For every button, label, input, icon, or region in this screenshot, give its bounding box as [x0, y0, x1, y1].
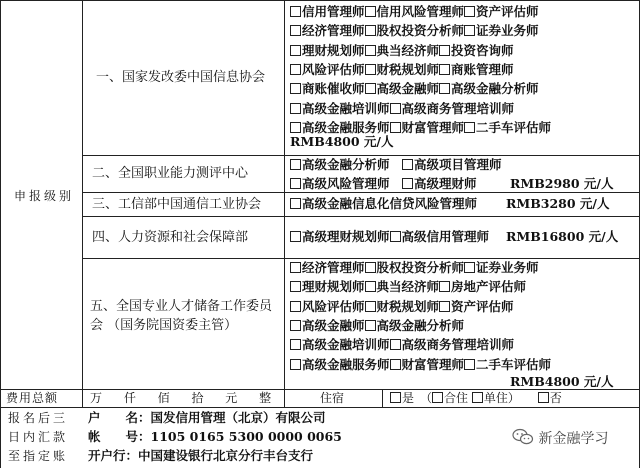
account-name-row — [88, 412, 326, 425]
org-4-name: 四、人力资源和社会保障部 — [92, 230, 249, 245]
option-label: 高级理财师 — [414, 176, 477, 191]
watermark-text: 新金融学习 — [538, 431, 609, 447]
price-label: RMB4800 元/人 — [290, 134, 394, 149]
wechat-icon — [512, 428, 534, 449]
fee-amount-text: 万 仟 佰 拾 元 整 — [90, 391, 281, 405]
option-checkbox[interactable] — [290, 64, 301, 75]
option-checkbox[interactable] — [402, 159, 413, 170]
option-label: 高级金融培训师 — [302, 100, 390, 116]
stay-label: 住宿 — [320, 391, 345, 405]
price-label: RMB16800 元/人 — [506, 229, 619, 244]
option-checkbox[interactable] — [439, 281, 450, 292]
border-top — [0, 0, 640, 1]
option-row — [290, 356, 552, 372]
account-no-row — [88, 431, 342, 444]
option-label: 高级风险管理师 — [302, 176, 390, 191]
stay-no-label: 否 — [549, 391, 562, 405]
option-label: 风险评估师 — [302, 298, 365, 314]
option-label: 证券业务师 — [476, 23, 539, 39]
option-checkbox[interactable] — [439, 45, 450, 56]
watermark — [512, 428, 608, 449]
stay-no-checkbox[interactable] — [538, 392, 549, 403]
stay-yes-checkbox[interactable] — [390, 392, 401, 403]
option-label: 经济管理师 — [302, 23, 365, 39]
option-checkbox[interactable] — [290, 359, 301, 370]
option-label: 证券业务师 — [476, 260, 539, 275]
option-checkbox[interactable] — [464, 6, 475, 17]
option-label: 投资咨询师 — [451, 42, 514, 58]
option-label: 高级项目管理师 — [414, 157, 502, 172]
option-label: 高级金融分析师 — [451, 81, 539, 97]
option-checkbox[interactable] — [290, 178, 301, 189]
account-name-value[interactable]: 国发信用管理（北京）有限公司 — [150, 410, 326, 425]
option-checkbox[interactable] — [439, 83, 450, 94]
stay-options: 是 （ 合住 单住） 否 — [390, 392, 562, 404]
row-divider-5 — [0, 389, 640, 390]
option-checkbox[interactable] — [290, 231, 301, 242]
price-label: RMB2980 元/人 — [510, 176, 614, 191]
stay-shared-checkbox[interactable] — [432, 392, 443, 403]
option-label: 财税规划师 — [376, 61, 440, 77]
option-row — [290, 25, 539, 38]
price-label: RMB4800 元/人 — [510, 374, 614, 389]
option-checkbox[interactable] — [365, 83, 376, 94]
option-row — [290, 198, 477, 211]
option-label: 高级金融分析师 — [376, 317, 465, 333]
option-label: 二手车评估师 — [476, 356, 552, 372]
option-checkbox[interactable] — [290, 25, 301, 36]
option-label: 财富管理师 — [401, 119, 465, 135]
option-checkbox[interactable] — [290, 83, 301, 94]
option-row — [290, 298, 514, 314]
option-checkbox[interactable] — [464, 359, 475, 370]
option-label: 财税规划师 — [376, 298, 440, 314]
option-checkbox[interactable] — [365, 6, 376, 17]
option-checkbox[interactable] — [290, 6, 301, 17]
col-divider-1 — [82, 0, 83, 407]
option-checkbox[interactable] — [365, 25, 376, 36]
option-checkbox[interactable] — [365, 320, 376, 331]
option-label: 商账管理师 — [451, 61, 514, 77]
option-checkbox[interactable] — [290, 320, 301, 331]
row-divider-4 — [82, 258, 640, 259]
bank-name-value[interactable]: 中国建设银行北京分行丰台支行 — [138, 448, 314, 463]
option-checkbox[interactable] — [290, 281, 301, 292]
fee-col-divider — [284, 389, 285, 407]
bank-label-line3: 至指定账 — [8, 449, 69, 463]
option-row — [290, 61, 514, 77]
price-label: RMB3280 元/人 — [506, 196, 610, 211]
option-label: 信用管理师 — [302, 4, 365, 19]
option-label: 经济管理师 — [302, 260, 365, 275]
org-5-name-line2: 会 （国务院国资委主管） — [90, 318, 238, 333]
option-label: 高级商务管理培训师 — [401, 100, 515, 116]
option-checkbox[interactable] — [365, 45, 376, 56]
org-2-name: 二、全国职业能力测评中心 — [92, 166, 249, 181]
account-no-label: 帐 号： — [88, 429, 151, 444]
option-checkbox[interactable] — [439, 301, 450, 312]
option-row — [290, 262, 539, 275]
option-label: 高级金融信息化信贷风险管理师 — [302, 196, 478, 211]
option-label: 财富管理师 — [401, 356, 465, 372]
option-label: 二手车评估师 — [476, 119, 552, 135]
option-label: 资产评估师 — [451, 298, 514, 314]
option-label: 风险评估师 — [302, 61, 365, 77]
option-label: 理财规划师 — [302, 279, 365, 295]
option-label: 股权投资分析师 — [376, 23, 465, 39]
option-row — [290, 281, 526, 294]
option-row — [290, 159, 502, 172]
row-divider-1 — [82, 155, 640, 156]
bank-label: 开户行： — [88, 448, 139, 463]
fee-col-divider-2 — [382, 389, 383, 407]
option-row — [290, 178, 477, 191]
level-label: 申报级别 — [14, 189, 75, 203]
option-label: 高级金融培训师 — [302, 337, 390, 353]
option-checkbox[interactable] — [464, 262, 475, 273]
stay-single-checkbox[interactable] — [472, 392, 483, 403]
option-checkbox[interactable] — [290, 262, 301, 273]
option-row — [290, 100, 515, 116]
option-label: 信用风险管理师 — [376, 4, 465, 19]
option-label: 高级信用管理师 — [401, 229, 490, 244]
option-checkbox[interactable] — [390, 103, 401, 114]
option-checkbox[interactable] — [290, 45, 301, 56]
bank-label-line2: 日内汇款 — [8, 430, 69, 444]
option-checkbox[interactable] — [390, 122, 401, 133]
account-no-value[interactable]: 1105 0165 5300 0000 0065 — [150, 429, 342, 444]
option-checkbox[interactable] — [365, 64, 376, 75]
option-checkbox[interactable] — [439, 64, 450, 75]
stay-shared-label: 合住 — [444, 391, 469, 405]
bank-label-line1: 报名后三 — [8, 411, 69, 425]
option-label: 典当经济师 — [376, 42, 440, 58]
org-5-name-line1: 五、全国专业人才储备工作委员 — [90, 299, 273, 314]
option-label: 股权投资分析师 — [376, 260, 465, 275]
account-name-label: 户 名： — [88, 410, 151, 425]
option-label: 高级金融师 — [302, 317, 365, 333]
option-checkbox[interactable] — [290, 122, 301, 133]
option-row — [290, 119, 552, 135]
option-checkbox[interactable] — [290, 339, 301, 350]
option-checkbox[interactable] — [390, 231, 401, 242]
option-row — [290, 231, 489, 244]
option-checkbox[interactable] — [464, 25, 475, 36]
row-divider-3 — [82, 216, 640, 217]
org-1-name: 一、国家发改委中国信息协会 — [96, 70, 266, 85]
col-divider-2 — [284, 0, 285, 389]
option-row — [290, 339, 514, 352]
option-label: 高级商务管理培训师 — [401, 337, 515, 353]
option-row — [290, 83, 539, 96]
option-row — [290, 42, 514, 58]
fee-label: 费用总额 — [6, 391, 59, 405]
option-checkbox[interactable] — [390, 339, 401, 350]
option-label: 理财规划师 — [302, 42, 365, 58]
option-checkbox[interactable] — [390, 359, 401, 370]
option-label: 高级金融分析师 — [302, 157, 390, 172]
option-checkbox[interactable] — [290, 301, 301, 312]
option-row — [290, 317, 465, 333]
option-checkbox[interactable] — [402, 178, 413, 189]
option-label: 高级金融服务师 — [302, 356, 390, 372]
option-row — [290, 6, 539, 19]
option-checkbox[interactable] — [290, 159, 301, 170]
option-label: 高级理财规划师 — [302, 229, 390, 244]
border-left — [0, 0, 1, 468]
stay-single-label: 单住 — [483, 391, 508, 405]
stay-yes-label: 是 — [402, 391, 415, 405]
option-checkbox[interactable] — [365, 281, 376, 292]
option-label: 房地产评估师 — [451, 279, 527, 295]
option-label: 商账催收师 — [302, 81, 365, 97]
option-label: 高级金融师 — [376, 81, 440, 97]
option-checkbox[interactable] — [365, 262, 376, 273]
option-label: 高级金融服务师 — [302, 119, 390, 135]
option-checkbox[interactable] — [290, 198, 301, 209]
option-checkbox[interactable] — [365, 301, 376, 312]
org-3-name: 三、工信部中国通信工业协会 — [92, 197, 262, 212]
row-divider-6 — [0, 407, 640, 408]
option-checkbox[interactable] — [290, 103, 301, 114]
option-label: 典当经济师 — [376, 279, 440, 295]
row-divider-2 — [82, 192, 640, 193]
option-label: 资产评估师 — [476, 4, 539, 19]
option-checkbox[interactable] — [464, 122, 475, 133]
bank-row — [88, 450, 313, 463]
